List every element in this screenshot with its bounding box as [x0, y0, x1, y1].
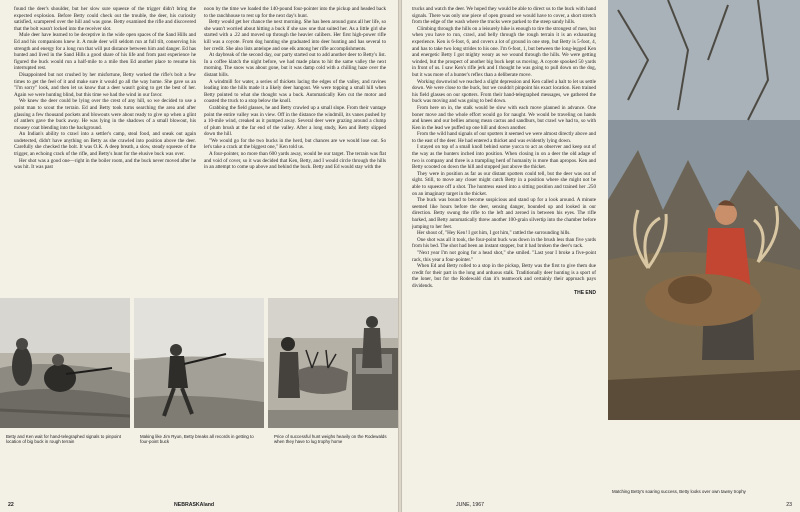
paragraph: Grabbing the field glasses, he and Betty crawled up a small slope. From their vantage point the entire valley was in view. Off in the distance the windmill, its vanes pushed by a 10-mile wind, creaked as it pumped away. Several deer were grazing around a clump of plum brush at the far end of the valley. After a long study, Ken and Betty slipped down the hill.	[204, 104, 386, 138]
paragraph: A four-pointer, no more than 600 yards away, would be our target. The terrain was flat and void of cover, so it was decided that Ken, Betty, and I would circle through the hills in an attempt to come up above and behind the buck. Betty and Ed would stay with the	[204, 151, 386, 171]
paragraph: One shot was all it took, the four-point buck was down in the brush less than five yards from his bed. The shot had been an instant stopper, but it had broken the deer's rack.	[412, 236, 596, 250]
the-end-marker: THE END	[574, 289, 596, 296]
left-page	[0, 0, 398, 512]
paragraph: We knew the deer could be lying over the crest of any hill, so we decided to use a point man to scout the terrain. Ed and Betty took turns searching the area and after glassing a few thousand pockets and blowouts were about ready to give up when a glint of antlers gave the buck away. He was lying in the shadows of a small blowout, his mousey coat blending into the background.	[14, 98, 196, 131]
folio-date: JUNE, 1967	[456, 502, 484, 508]
paragraph: An Indian's ability to crawl into a settler's camp, steal food, and sneak out again undetected, didn't have anything on Betty as she crawled into position above the deer. Carefully she checked the bolt. It was O.K. A deep breath, a slow, steady squeeze of the trigger, an echoing crack of the rifle, and Betty's hunt for the elusive buck was over.	[14, 131, 196, 158]
paragraph: The buck was bound to become suspicious and stand up for a look around. A minute seemed like hours before the deer, sensing danger, bounded up and looked in our direction. Betty swung the rifle to the left and zeroed in between his eyes. The rifle barked, and Betty automatically threw another 100-grain silvertip into the chamber before jumping to her feet.	[412, 197, 596, 230]
paragraph: noon by the time we loaded the 140-pound four-pointer into the pickup and headed back to the ranchhouse to rest up for the next day's hunt.	[204, 6, 386, 19]
paragraph: They were in position as far as our distant spotters could tell, but the deer was out of sight. Still, to move any closer might catch Betty in a position where she might not be able to squeeze off a shot. The huntress eased into a sitting position and trained her .250 on an imaginary target in the thicket.	[412, 170, 596, 197]
paragraph: A windmill for water, a series of thickets lacing the edges of the valley, and ravines leading into the hills made it a likely deer hangout. We were topping a small hill when Betty pointed to what she thought was a buck. Automatically Ken cut the motor and coasted the truck to a stop below the knoll.	[204, 78, 386, 105]
paragraph: trucks and watch the deer. We hoped they would be able to direct us to the buck with hand signals. There was only one piece of open ground we would have to cover, a short stretch from the edge of the wash where the trucks were parked to the steep sandy hills.	[412, 6, 596, 26]
paragraph: When Ed and Betty rolled to a stop in the pickup, Betty was the first to give them due credit for their part in the long and arduous stalk. Traditionally deer hunting is a sport of the loner, but for the Rodewald clan it's teamwork and certainly their approach pays dividends.	[412, 263, 596, 289]
paragraph: From the wild hand signals of our spotters it seemed we were almost directly above and to the east of the deer. He had entered a thicket and was evidently lying down.	[412, 131, 596, 144]
paragraph: At daybreak of the second day, our party started out to add another deer to Betty's list. In a coffee klatch the night before, we had made plans to hit the same valley the next morning. The snow was about gone, but it was damp cold with a chilling haze over the distant hills.	[204, 52, 386, 78]
left-column-2	[204, 6, 386, 288]
paragraph: Betty would get her chance the next morning. She has been around guns all her life, so she wasn't worried about hitting a buck if she saw one that suited her. As a little girl she started with a .22 and moved up through the heavier calibers. Her first high-power rifle kill was a coyote. From dog hunting she graduated into deer hunting and has several to her credit. She also lists antelope and one elk among her rifle accomplishments.	[204, 19, 386, 52]
paragraph: Her shot was a good one—right in the boiler room, and the buck never moved after he was hit. It was past	[14, 157, 196, 171]
paragraph: Mule deer have learned to be deceptive in the wide open spaces of the Sand Hills and Ed and his companions knew it. A mule deer will seldom run at full tilt, conserving his strength and energy for a long run that will put distance between him and danger. Ed has hunted and lived in the Sand Hills a good share of his life and from past experience he figured the buck would run a half-mile to a mile then Ed another place to resume his interrupted rest.	[14, 32, 196, 72]
caption-photo-1: Betty and Ken wait for hand-telegraphed signals to pinpoint location of big buck in rough terrain	[6, 434, 121, 445]
paragraph: found the deer's shoulder, but her slow sure squeeze of the trigger didn't bring the expected explosion. Before Betty could check out the trouble, the deer, his curiosity satisfied, scampered over the hill and was gone. Betty examined the rifle and discovered that the bolt wasn't locked into the receiver slot.	[14, 6, 196, 32]
caption-photo-2: Making like Jim Ryun, Betty breaks all records in getting to four-point buck	[140, 434, 254, 445]
paragraph: "Next year I'm not going for a head shot," she smiled. "Last year I broke a five-point rack, this year a four-pointer."	[412, 249, 596, 263]
paragraph: I stayed on top of a small knoll behind some yucca to act as observer and keep out of the way as the hunters inched into position. When closing in on a deer the old adage of two is company and three is a trampling herd of humanity is more than apropos. Ken and Betty scooted on down the hill and stopped just above the thicket.	[412, 144, 596, 171]
paragraph: Her shout of, "Hey Ken! I got him, I got him," rattled the surrounding hills.	[417, 230, 571, 237]
folio-magazine-name: NEBRASKAland	[174, 502, 215, 508]
folio-page-number-right: 23	[786, 502, 792, 508]
paragraph: Disappointed but not crushed by her misfortune, Betty worked the rifle's bolt a few times to get the feel of it and make sure it would go all the way home. She gave us an "I'm sorry" look, and then let us know that a deer wasn't going to get the best of her. Again we were hunting blind, but this time we had the wind in our favor.	[14, 71, 196, 98]
caption-photo-3: Price of successful hunt weighs heavily on the Rodewalds when they have to lug trophy home	[274, 434, 387, 445]
photo-betty-running	[134, 298, 264, 428]
right-column-1	[412, 6, 596, 500]
folio-page-number-left: 22	[8, 502, 14, 508]
photo-betty-with-trophy	[608, 0, 800, 420]
right-page	[402, 0, 800, 512]
paragraph: Working downwind we reached a slight depression and Ken called a halt to let us settle down. We were close to the buck, but we couldn't pinpoint his exact location. Ken trained his field glasses on our spotters. From their hand-telegraphed messages, we gathered the buck was moving and was going to bed down.	[412, 78, 596, 105]
photo-hunters-waiting	[0, 298, 130, 428]
paragraph: "We would go for the two bucks in the herd, but chances are we would lose out. So let's take a crack at the biggest one," Ken told us.	[204, 137, 386, 151]
caption-trophy-photo: Matching Betty's soaring success, Betty looks over own tawny trophy	[612, 489, 746, 494]
paragraph: From here on in, the stalk would be slow with each move planned in advance. One boner move and the whole effort would go for naught. We would be traveling on hands and knees and our bellies among mean cactus and sandburs, but crawl we had to, so with Ken in the lead we puffed up one hill and down another.	[412, 104, 596, 131]
paragraph: Climbing through the hills on a leisurely hike is enough to tire the strongest of men, but when you have to run, crawl, and belly through the rough terrain it is an exhausting experience. Ken is 6-foot, 6, and covers a lot of ground in one step, but Betty is 5-foot, 4, and has to take two long strides to his one. I'm 6-foot, 1, but between the long-legged Ken and energetic Betty I got mighty weary as we wound through the hills. We were getting winded, but the prospect of another big buck kept us moving. A coyote spooked 50 yards in front of us. I saw Ken's rifle jerk and I thought he was going to pull down on the dog, but it was more of a hunter's reflex than a deliberate move.	[412, 25, 596, 78]
left-column-1	[14, 6, 196, 288]
photo-lugging-trophy	[268, 298, 398, 428]
